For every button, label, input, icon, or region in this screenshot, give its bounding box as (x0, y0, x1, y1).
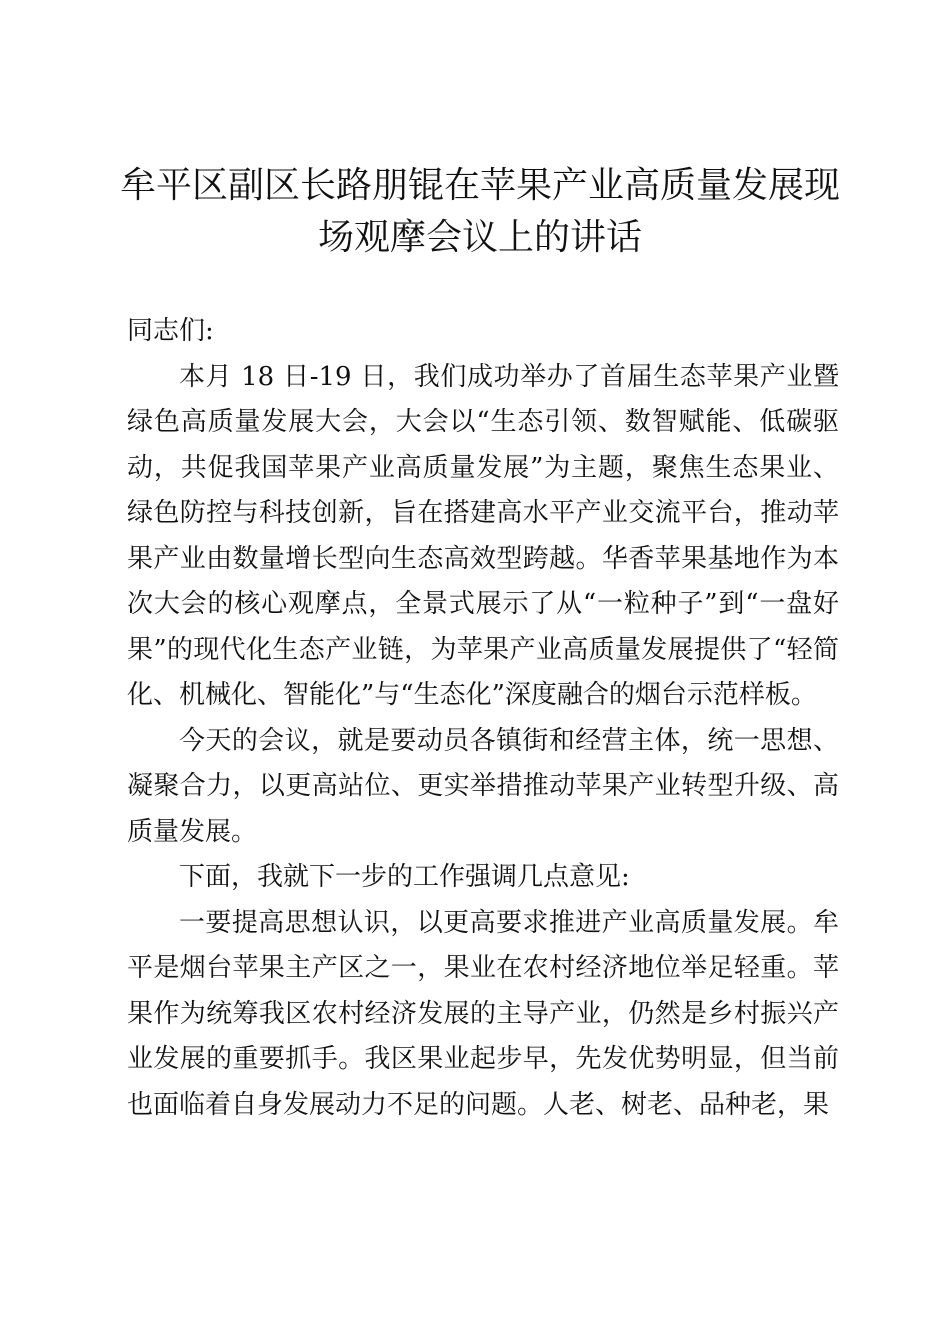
paragraph-opening: 本月 18 日-19 日，我们成功举办了首届生态苹果产业暨绿色高质量发展大会，大会以“生态引领、数智赋能、低碳驱动，共促我国苹果产业高质量发展”为主题，聚焦生态果业、绿色防控与科技创新，旨在搭建高水平产业交流平台，推动苹果产业由数量增长型向生态高效型跨越。华香苹果基地作为本次大会的核心观摩点，全景式展示了从“一粒种子”到“一盘好果”的现代化生态产业链，为苹果产业高质量发展提供了“轻简化、机械化、智能化”与“生态化”深度融合的烟台示范样板。 (127, 361, 839, 710)
paragraph-transition: 下面，我就下一步的工作强调几点意见: (179, 862, 630, 892)
paragraph-meeting-purpose: 今天的会议，就是要动员各镇街和经营主体，统一思想、凝聚合力，以更高站位、更实举措推动苹果产业转型升级、高质量发展。 (127, 725, 839, 847)
title-line-1: 牟平区副区长路朋锟在苹果产业高质量发展现 (120, 165, 841, 206)
salutation: 同志们: (127, 316, 214, 346)
paragraph-point-one: 一要提高思想认识，以更高要求推进产业高质量发展。牟平是烟台苹果主产区之一，果业在农村经济地位举足轻重。苹果作为统筹我区农村经济发展的主导产业，仍然是乡村振兴产业发展的重要抓手。我区果业起步早，先发优势明显，但当前也面临着自身发展动力不足的问题。人老、树老、品种老，果 (127, 907, 839, 1120)
document-title (120, 160, 840, 264)
document-body (127, 309, 839, 1128)
title-line-2: 场观摩会议上的讲话 (317, 217, 642, 258)
